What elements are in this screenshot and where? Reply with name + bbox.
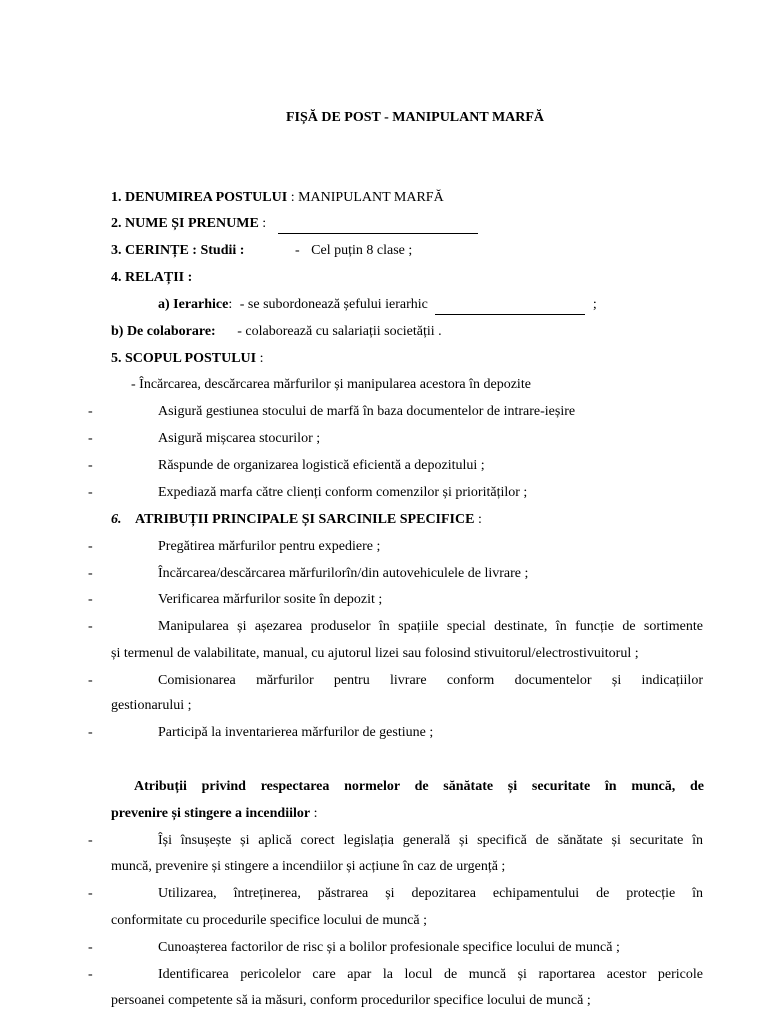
section-1-value: MANIPULANT MARFĂ	[298, 190, 444, 205]
scop-item: Asigură gestiunea stocului de marfă în baza documentelor de intrare-ieșire	[158, 404, 576, 419]
scop-item: Răspunde de organizarea logistică eficientă a depozitului ;	[158, 458, 485, 473]
atributie-item-continuation: și termenul de valabilitate, manual, cu ajutorul lizei sau folosind stivuitorul/electrostivuitorul ;	[111, 646, 639, 661]
list-dash: -	[88, 673, 93, 688]
superior-blank-line	[435, 296, 585, 315]
list-dash: -	[88, 940, 93, 955]
list-dash: -	[88, 431, 93, 446]
section-6	[111, 511, 482, 529]
section-5-label: 5. SCOPUL POSTULUI	[111, 351, 257, 366]
list-dash: -	[88, 458, 93, 473]
colaborare-label: b) De colaborare:	[111, 324, 216, 339]
section-3-requirement	[295, 242, 412, 260]
scop-item: Expediază marfa către clienți conform comenzilor și priorităților ;	[158, 485, 528, 500]
name-blank-line	[278, 215, 478, 234]
list-dash: -	[88, 485, 93, 500]
section-3-dash: -	[295, 243, 300, 258]
atributie-item: Manipularea și așezarea produselor în spațiile special destinate, în funcție de sortimente	[158, 619, 703, 634]
ssm-heading-line-2	[111, 805, 318, 823]
atributie-item-continuation: gestionarului ;	[111, 698, 192, 713]
scop-first-item: - Încărcarea, descărcarea mărfurilor și manipularea acestora în depozite	[131, 377, 531, 392]
atributie-item: Pregătirea mărfurilor pentru expediere ;	[158, 539, 381, 554]
section-1-label: 1. DENUMIREA POSTULUI	[111, 190, 288, 205]
ssm-heading-line-1: Atribuții privind respectarea normelor de sănătate și securitate în muncă, de	[134, 779, 704, 794]
ssm-heading-text: prevenire și stingere a incendiilor	[111, 806, 311, 821]
ierarhice-sep: :	[228, 297, 233, 312]
ssm-item-continuation: persoanei competente să ia măsuri, conform procedurilor specifice locului de muncă ;	[111, 993, 591, 1008]
section-6-number: 6.	[111, 512, 122, 527]
section-5	[111, 350, 263, 368]
section-2-label: 2. NUME ȘI PRENUME	[111, 216, 259, 231]
ssm-item: Utilizarea, întreținerea, păstrarea și depozitarea echipamentului de protecție în	[158, 886, 703, 901]
list-dash: -	[88, 592, 93, 607]
section-5-sep: :	[256, 351, 264, 366]
list-dash: -	[88, 886, 93, 901]
ssm-heading-sep: :	[310, 806, 318, 821]
ssm-item: Identificarea pericolelor care apar la locul de muncă și raportarea acestor pericole	[158, 967, 703, 982]
ierarhice-row	[158, 296, 597, 315]
atributie-item: Participă la inventarierea mărfurilor de gestiune ;	[158, 725, 434, 740]
ierarhice-text: - se subordonează șefului ierarhic	[239, 297, 428, 312]
section-3	[111, 242, 244, 260]
colaborare-row	[111, 323, 442, 341]
section-6-label: ATRIBUȚII PRINCIPALE ȘI SARCINILE SPECIFICE	[135, 512, 475, 527]
section-4-label: 4. RELAȚII :	[111, 270, 193, 285]
atributie-item: Comisionarea mărfurilor pentru livrare conform documentelor și indicațiilor	[158, 673, 703, 688]
section-6-sep: :	[474, 512, 482, 527]
list-dash: -	[88, 619, 93, 634]
ierarhice-end: ;	[592, 297, 597, 312]
colaborare-text: - colaborează cu salariații societății .	[237, 324, 442, 339]
section-2	[111, 215, 478, 234]
list-dash: -	[88, 725, 93, 740]
atributie-item: Încărcarea/descărcarea mărfurilorîn/din autovehiculele de livrare ;	[158, 566, 529, 581]
section-3-label: 3. CERINȚE : Studii :	[111, 243, 245, 258]
document-title: FIȘĂ DE POST - MANIPULANT MARFĂ	[285, 110, 545, 125]
section-1-sep: :	[287, 190, 299, 205]
section-3-value: Cel puțin 8 clase ;	[311, 243, 413, 258]
ssm-item-continuation: conformitate cu procedurile specifice locului de muncă ;	[111, 913, 428, 928]
ssm-item: Își însușește și aplică corect legislația generală și specifică de sănătate și securitate în	[158, 833, 703, 848]
list-dash: -	[88, 566, 93, 581]
list-dash: -	[88, 539, 93, 554]
list-dash: -	[88, 833, 93, 848]
atributie-item: Verificarea mărfurilor sosite în depozit ;	[158, 592, 383, 607]
list-dash: -	[88, 967, 93, 982]
ssm-item-continuation: muncă, prevenire și stingere a incendiilor și acțiune în caz de urgență ;	[111, 859, 506, 874]
section-2-sep: :	[258, 216, 270, 231]
ierarhice-label: a) Ierarhice	[158, 297, 229, 312]
section-1	[111, 189, 444, 207]
scop-item: Asigură mișcarea stocurilor ;	[158, 431, 321, 446]
ssm-item: Cunoașterea factorilor de risc și a bolilor profesionale specifice locului de muncă ;	[158, 940, 620, 955]
list-dash: -	[88, 404, 93, 419]
